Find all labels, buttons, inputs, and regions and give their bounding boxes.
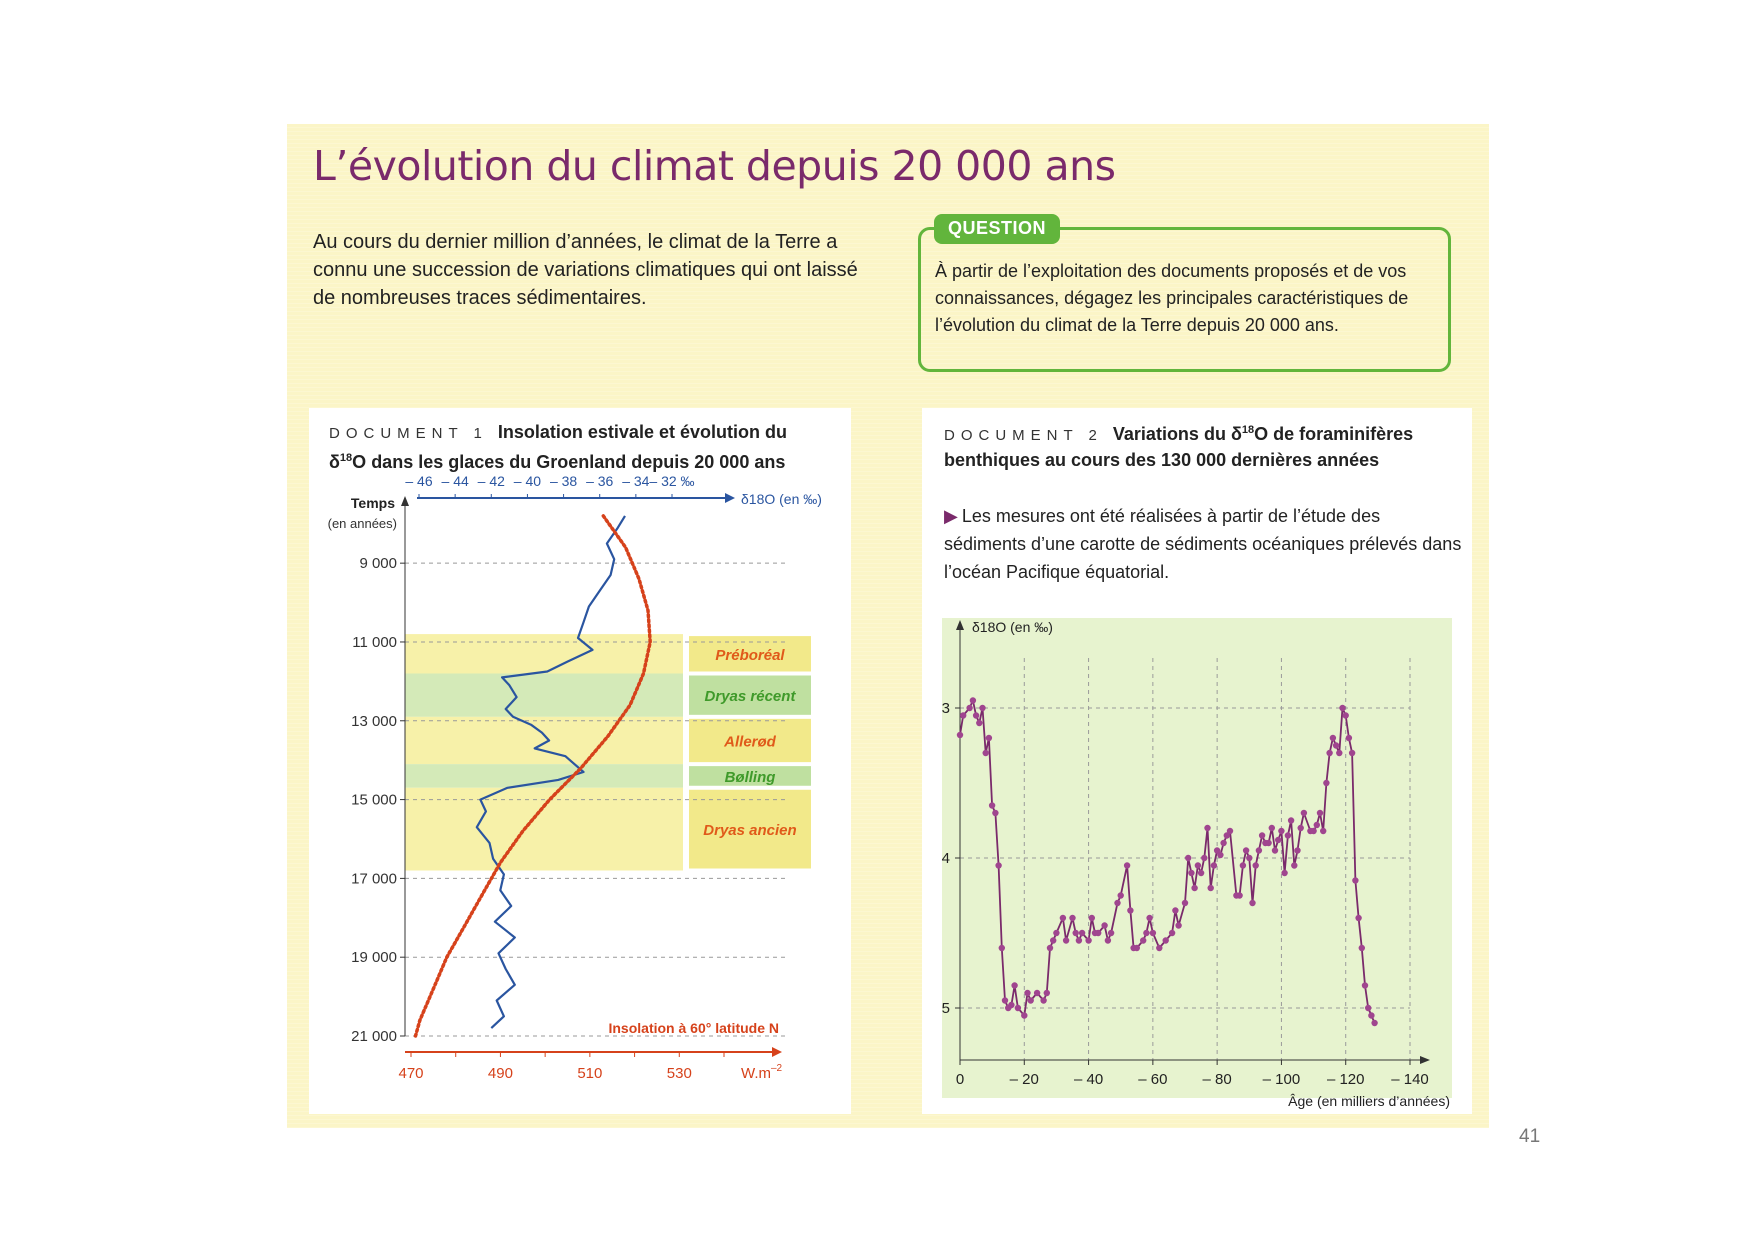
data-point bbox=[1227, 828, 1233, 834]
data-point bbox=[1208, 885, 1214, 891]
data-point bbox=[1285, 832, 1291, 838]
data-point bbox=[989, 802, 995, 808]
data-point bbox=[1240, 862, 1246, 868]
data-point bbox=[1265, 840, 1271, 846]
y-tick-label: 11 000 bbox=[352, 633, 397, 651]
y-axis-unit: (en années) bbox=[327, 516, 397, 531]
data-point bbox=[1002, 997, 1008, 1003]
y-tick-label: 17 000 bbox=[351, 870, 397, 888]
question-tag: QUESTION bbox=[934, 214, 1060, 244]
document-1-delta: δ bbox=[329, 452, 340, 472]
data-point bbox=[1195, 862, 1201, 868]
top-tick-label: – 34 bbox=[622, 473, 650, 489]
y-axis-label: Temps bbox=[350, 495, 395, 511]
bottom-tick-label: 470 bbox=[398, 1065, 424, 1082]
x-tick-label: – 80 bbox=[1202, 1071, 1232, 1088]
data-point bbox=[1127, 907, 1133, 913]
top-tick-label: – 40 bbox=[513, 473, 542, 489]
data-point bbox=[1368, 1012, 1374, 1018]
x-tick-label: – 40 bbox=[1073, 1071, 1104, 1088]
document-1-title-part2: dans les glaces du Groenland depuis 20 000 ans bbox=[366, 452, 786, 472]
top-tick-label: – 46 bbox=[405, 473, 433, 489]
data-point bbox=[1317, 810, 1323, 816]
x-tick-label: 0 bbox=[955, 1071, 965, 1088]
document-2-delta: δ bbox=[1230, 424, 1242, 444]
data-point bbox=[1359, 945, 1365, 951]
data-point bbox=[1146, 915, 1152, 921]
y-tick-label: 9 000 bbox=[359, 555, 397, 573]
data-point bbox=[1085, 937, 1091, 943]
data-point bbox=[1211, 862, 1217, 868]
document-1-o: O bbox=[352, 452, 367, 472]
top-axis-label: δ18O (en ‰) bbox=[741, 491, 822, 507]
data-point bbox=[976, 720, 982, 726]
data-point bbox=[957, 732, 963, 738]
period-label: Bølling bbox=[724, 768, 776, 786]
data-point bbox=[1108, 930, 1114, 936]
data-point bbox=[1034, 990, 1040, 996]
data-point bbox=[1008, 1002, 1014, 1008]
data-point bbox=[960, 712, 966, 718]
data-point bbox=[1281, 870, 1287, 876]
data-point bbox=[1105, 937, 1111, 943]
data-point bbox=[1140, 937, 1146, 943]
textbook-page bbox=[287, 124, 1489, 1128]
document-2-card bbox=[922, 408, 1472, 1114]
top-tick-label: – 38 bbox=[549, 473, 578, 489]
data-point bbox=[1143, 930, 1149, 936]
period-band bbox=[405, 717, 683, 764]
x-tick-label: – 20 bbox=[1009, 1071, 1039, 1088]
data-point bbox=[1249, 900, 1255, 906]
period-label: Préboréal bbox=[715, 646, 785, 664]
data-point bbox=[1175, 922, 1181, 928]
data-point bbox=[1172, 907, 1178, 913]
data-point bbox=[1124, 862, 1130, 868]
y-tick-label: 5 bbox=[941, 1000, 950, 1017]
data-point bbox=[1047, 945, 1053, 951]
data-point bbox=[1050, 937, 1056, 943]
period-label: Allerød bbox=[724, 733, 776, 751]
data-point bbox=[983, 750, 989, 756]
data-point bbox=[1073, 930, 1079, 936]
data-point bbox=[1015, 1005, 1021, 1011]
top-tick-label: – 42 bbox=[477, 473, 505, 489]
data-point bbox=[1185, 855, 1191, 861]
data-point bbox=[966, 705, 972, 711]
x-tick-label: – 140 bbox=[1391, 1071, 1429, 1088]
question-text: À partir de l’exploitation des documents proposés et de vos connaissances, dégagez les principales caractéristiques de l’évolution du climat de la Terre depuis 20 000 ans. bbox=[935, 261, 1409, 335]
bottom-tick-label: 510 bbox=[577, 1065, 603, 1082]
data-point bbox=[1259, 832, 1265, 838]
data-point bbox=[1330, 735, 1336, 741]
data-point bbox=[1163, 937, 1169, 943]
data-point bbox=[1343, 712, 1349, 718]
data-point bbox=[1063, 937, 1069, 943]
data-point bbox=[999, 945, 1005, 951]
x-tick-label: – 120 bbox=[1326, 1071, 1365, 1088]
data-point bbox=[1355, 915, 1361, 921]
data-point bbox=[1069, 915, 1075, 921]
data-point bbox=[1198, 870, 1204, 876]
data-point bbox=[1188, 870, 1194, 876]
y-tick-label: 21 000 bbox=[351, 1028, 397, 1045]
document-1-title-part1: Insolation estivale et évolution du bbox=[497, 422, 787, 442]
x-tick-label: – 60 bbox=[1138, 1071, 1168, 1088]
data-point bbox=[1217, 852, 1223, 858]
data-point bbox=[1204, 825, 1210, 831]
data-point bbox=[1114, 900, 1120, 906]
x-tick-label: – 100 bbox=[1262, 1071, 1301, 1088]
data-point bbox=[1301, 810, 1307, 816]
y-tick-label: 15 000 bbox=[351, 791, 397, 809]
data-point bbox=[1191, 885, 1197, 891]
data-point bbox=[1089, 915, 1095, 921]
document-2-note-text: Les mesures ont été réalisées à partir de l’étude des sédiments d’une carotte de sédiments océaniques prélevés dans l’océan Pacifique équatorial. bbox=[944, 506, 1462, 582]
data-point bbox=[1028, 997, 1034, 1003]
data-point bbox=[1272, 847, 1278, 853]
data-point bbox=[1182, 900, 1188, 906]
period-label: Dryas ancien bbox=[703, 822, 797, 840]
data-point bbox=[970, 697, 976, 703]
intro-paragraph: Au cours du dernier million d’années, le climat de la Terre a connu une succession de variations climatiques qui ont laissé de nombreuses traces sédimentaires. bbox=[313, 231, 858, 309]
document-1-chart bbox=[309, 408, 851, 1114]
page-number: 41 bbox=[1519, 1126, 1541, 1147]
y-tick-label: 13 000 bbox=[351, 712, 397, 730]
data-point bbox=[1118, 892, 1124, 898]
data-point bbox=[1021, 1012, 1027, 1018]
data-point bbox=[1362, 982, 1368, 988]
data-point bbox=[1349, 750, 1355, 756]
data-point bbox=[1011, 982, 1017, 988]
data-point bbox=[992, 810, 998, 816]
document-2-o: O bbox=[1254, 424, 1269, 444]
document-2-label: DOCUMENT 2 bbox=[944, 427, 1103, 444]
document-2-title-part1: Variations du bbox=[1112, 424, 1231, 444]
y-tick-label: 19 000 bbox=[351, 949, 397, 967]
data-point bbox=[1201, 855, 1207, 861]
document-1-card bbox=[309, 408, 851, 1114]
data-point bbox=[1336, 750, 1342, 756]
data-point bbox=[1236, 892, 1242, 898]
data-point bbox=[1294, 847, 1300, 853]
data-point bbox=[986, 735, 992, 741]
document-1-label: DOCUMENT 1 bbox=[329, 425, 488, 442]
period-band bbox=[405, 634, 683, 673]
data-point bbox=[973, 712, 979, 718]
bottom-axis-unit: $W.m^{-2}$ bbox=[741, 1063, 783, 1082]
period-band bbox=[405, 788, 683, 871]
y-axis-arrow-icon bbox=[401, 496, 409, 506]
data-point bbox=[1346, 735, 1352, 741]
data-point bbox=[1220, 840, 1226, 846]
data-point bbox=[995, 862, 1001, 868]
data-point bbox=[1339, 705, 1345, 711]
data-point bbox=[1060, 915, 1066, 921]
document-1-sup: 18 bbox=[339, 452, 353, 464]
data-point bbox=[1256, 847, 1262, 853]
data-point bbox=[1044, 990, 1050, 996]
bottom-tick-label: 490 bbox=[487, 1065, 513, 1082]
data-point bbox=[1095, 930, 1101, 936]
bottom-axis-unit-exp: –2 bbox=[771, 1063, 783, 1074]
y-axis-label: δ18O (en ‰) bbox=[972, 619, 1053, 635]
document-2-title-part2: de foraminifères benthiques au cours des 130 000 dernières années bbox=[944, 424, 1414, 470]
data-point bbox=[1365, 1005, 1371, 1011]
bottom-tick-label: 530 bbox=[666, 1065, 692, 1082]
bullet-icon: ▶ bbox=[944, 506, 958, 526]
page-title: L’évolution du climat depuis 20 000 ans bbox=[313, 142, 1116, 190]
data-point bbox=[1253, 862, 1259, 868]
data-point bbox=[1246, 855, 1252, 861]
data-point bbox=[1333, 742, 1339, 748]
bottom-axis-arrow-icon bbox=[772, 1047, 782, 1057]
data-point bbox=[1269, 825, 1275, 831]
y-tick-label: 3 bbox=[941, 700, 950, 717]
top-tick-label: – 44 bbox=[441, 473, 469, 489]
data-point bbox=[1040, 997, 1046, 1003]
data-point bbox=[979, 705, 985, 711]
data-point bbox=[1323, 780, 1329, 786]
top-axis-arrow-icon bbox=[725, 493, 735, 503]
data-point bbox=[1243, 847, 1249, 853]
data-point bbox=[1288, 817, 1294, 823]
data-point bbox=[1298, 825, 1304, 831]
document-2-sup: 18 bbox=[1241, 424, 1255, 436]
data-point bbox=[1326, 750, 1332, 756]
data-point bbox=[1275, 837, 1281, 843]
data-point bbox=[1024, 990, 1030, 996]
question-box bbox=[918, 218, 1451, 372]
y-tick-label: 4 bbox=[941, 850, 950, 867]
insolation-series-label: Insolation à 60° latitude N bbox=[608, 1020, 779, 1036]
data-point bbox=[1076, 937, 1082, 943]
top-tick-label: – 36 bbox=[586, 473, 614, 489]
data-point bbox=[1310, 828, 1316, 834]
data-point bbox=[1169, 930, 1175, 936]
data-point bbox=[1150, 930, 1156, 936]
period-label: Dryas récent bbox=[704, 688, 796, 706]
x-axis-label: Âge (en milliers d’années) bbox=[1288, 1093, 1450, 1109]
data-point bbox=[1352, 877, 1358, 883]
period-band bbox=[405, 764, 683, 788]
top-tick-label: – 32 ‰ bbox=[649, 473, 695, 489]
data-point bbox=[1053, 930, 1059, 936]
document-2-chart bbox=[922, 408, 1472, 1114]
data-point bbox=[1079, 930, 1085, 936]
data-point bbox=[1314, 822, 1320, 828]
data-point bbox=[1371, 1020, 1377, 1026]
data-point bbox=[1278, 828, 1284, 834]
data-point bbox=[1156, 945, 1162, 951]
data-point bbox=[1291, 862, 1297, 868]
data-point bbox=[1101, 922, 1107, 928]
data-point bbox=[1320, 828, 1326, 834]
data-point bbox=[1134, 945, 1140, 951]
